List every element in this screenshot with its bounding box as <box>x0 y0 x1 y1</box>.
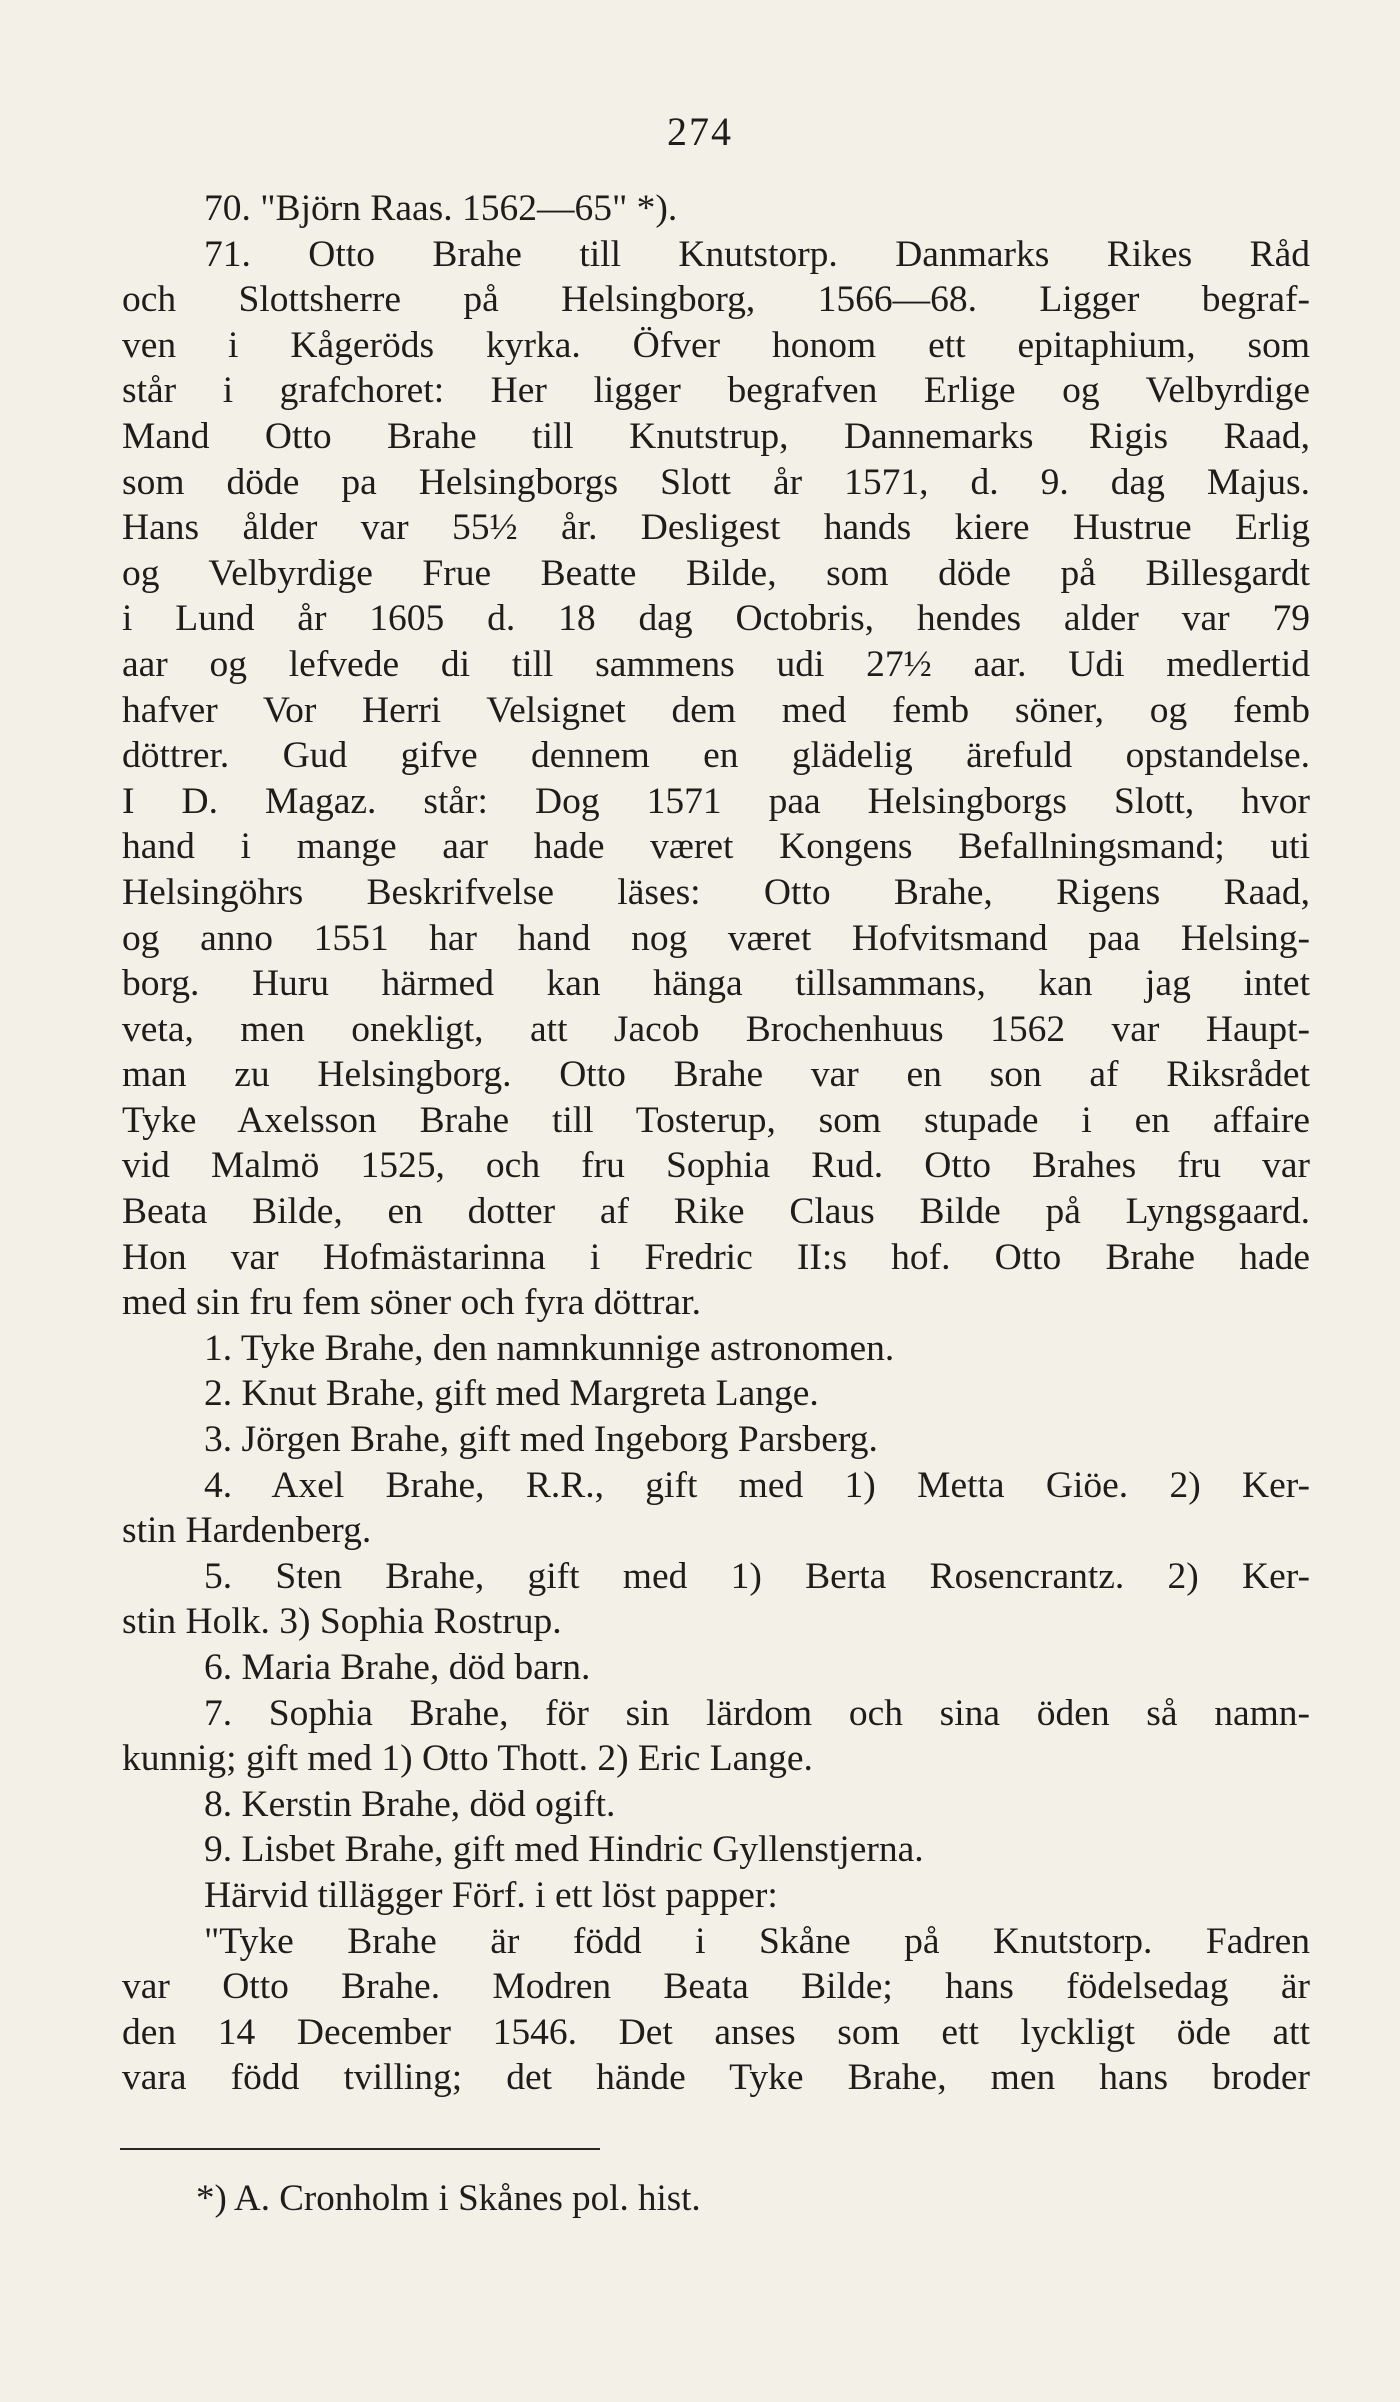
footnote-divider <box>120 2148 600 2150</box>
text-line: 2. Knut Brahe, gift med Margreta Lange. <box>204 1373 819 1415</box>
text-line: som döde pa Helsingborgs Slott år 1571, d. 9. dag Majus. <box>122 461 1310 503</box>
text-line: 1. Tyke Brahe, den namnkunnige astronomen. <box>204 1327 895 1369</box>
text-line: 8. Kerstin Brahe, död ogift. <box>204 1783 616 1825</box>
text-line: 7. Sophia Brahe, för sin lärdom och sina öden så namn- <box>204 1692 1310 1734</box>
page-number: 274 <box>667 109 733 154</box>
text-line: hafver Vor Herri Velsignet dem med femb söner, og femb <box>122 689 1310 731</box>
text-line: och Slottsherre på Helsingborg, 1566—68. Ligger begraf- <box>122 279 1310 321</box>
text-line: med sin fru fem söner och fyra döttrar. <box>122 1282 701 1324</box>
text-line: 3. Jörgen Brahe, gift med Ingeborg Parsberg. <box>204 1419 878 1461</box>
text-line: 9. Lisbet Brahe, gift med Hindric Gyllenstjerna. <box>204 1829 924 1871</box>
text-line: og Velbyrdige Frue Beatte Bilde, som döde på Billesgardt <box>122 552 1310 594</box>
text-line: veta, men onekligt, att Jacob Brochenhuus 1562 var Haupt- <box>122 1008 1310 1050</box>
text-line: aar og lefvede di till sammens udi 27½ aar. Udi medlertid <box>122 643 1310 685</box>
text-line: Härvid tillägger Förf. i ett löst papper: <box>204 1874 778 1916</box>
text-line: vid Malmö 1525, och fru Sophia Rud. Otto Brahes fru var <box>122 1145 1310 1187</box>
text-line: står i grafchoret: Her ligger begrafven Erlige og Velbyrdige <box>122 370 1310 412</box>
text-line: 5. Sten Brahe, gift med 1) Berta Rosencrantz. 2) Ker- <box>204 1555 1310 1597</box>
text-line: 71. Otto Brahe till Knutstorp. Danmarks Rikes Råd <box>204 233 1310 275</box>
text-line: stin Holk. 3) Sophia Rostrup. <box>122 1601 562 1643</box>
text-line: 6. Maria Brahe, död barn. <box>204 1647 591 1688</box>
text-line: hand i mange aar hade været Kongens Befallningsmand; uti <box>122 826 1310 868</box>
footnote: *) A. Cronholm i Skånes pol. hist. <box>196 2178 701 2219</box>
text-line: 4. Axel Brahe, R.R., gift med 1) Metta Giöe. 2) Ker- <box>204 1464 1310 1506</box>
text-line: ven i Kågeröds kyrka. Öfver honom ett epitaphium, som <box>122 324 1310 366</box>
text-line: og anno 1551 har hand nog været Hofvitsmand paa Helsing- <box>122 917 1310 959</box>
text-line: Hans ålder var 55½ år. Desligest hands kiere Hustrue Erlig <box>122 507 1310 549</box>
text-line: 70. "Björn Raas. 1562—65" *). <box>204 188 678 229</box>
text-line: kunnig; gift med 1) Otto Thott. 2) Eric Lange. <box>122 1738 813 1780</box>
text-line: Helsingöhrs Beskrifvelse läses: Otto Brahe, Rigens Raad, <box>122 871 1310 913</box>
text-line: Mand Otto Brahe till Knutstrup, Dannemarks Rigis Raad, <box>122 415 1310 457</box>
text-line: I D. Magaz. står: Dog 1571 paa Helsingborgs Slott, hvor <box>122 780 1310 822</box>
text-line: vara född tvilling; det hände Tyke Brahe, men hans broder <box>122 2057 1310 2099</box>
text-line: i Lund år 1605 d. 18 dag Octobris, hendes alder var 79 <box>122 598 1310 640</box>
text-line: döttrer. Gud gifve dennem en glädelig ärefuld opstandelse. <box>122 735 1310 777</box>
body-text <box>122 186 1310 2101</box>
text-line: Beata Bilde, en dotter af Rike Claus Bilde på Lyngsgaard. <box>122 1191 1310 1233</box>
text-line: Hon var Hofmästarinna i Fredric II:s hof. Otto Brahe hade <box>122 1236 1310 1278</box>
text-line: den 14 December 1546. Det anses som ett lyckligt öde att <box>122 2011 1310 2053</box>
text-line: "Tyke Brahe är född i Skåne på Knutstorp. Fadren <box>204 1920 1310 1962</box>
text-line: Tyke Axelsson Brahe till Tosterup, som stupade i en affaire <box>122 1099 1310 1141</box>
text-line: borg. Huru härmed kan hänga tillsammans, kan jag intet <box>122 963 1310 1005</box>
text-line: man zu Helsingborg. Otto Brahe var en son af Riksrådet <box>122 1054 1310 1096</box>
text-line: var Otto Brahe. Modren Beata Bilde; hans födelsedag är <box>122 1966 1310 2008</box>
text-line: stin Hardenberg. <box>122 1510 372 1552</box>
